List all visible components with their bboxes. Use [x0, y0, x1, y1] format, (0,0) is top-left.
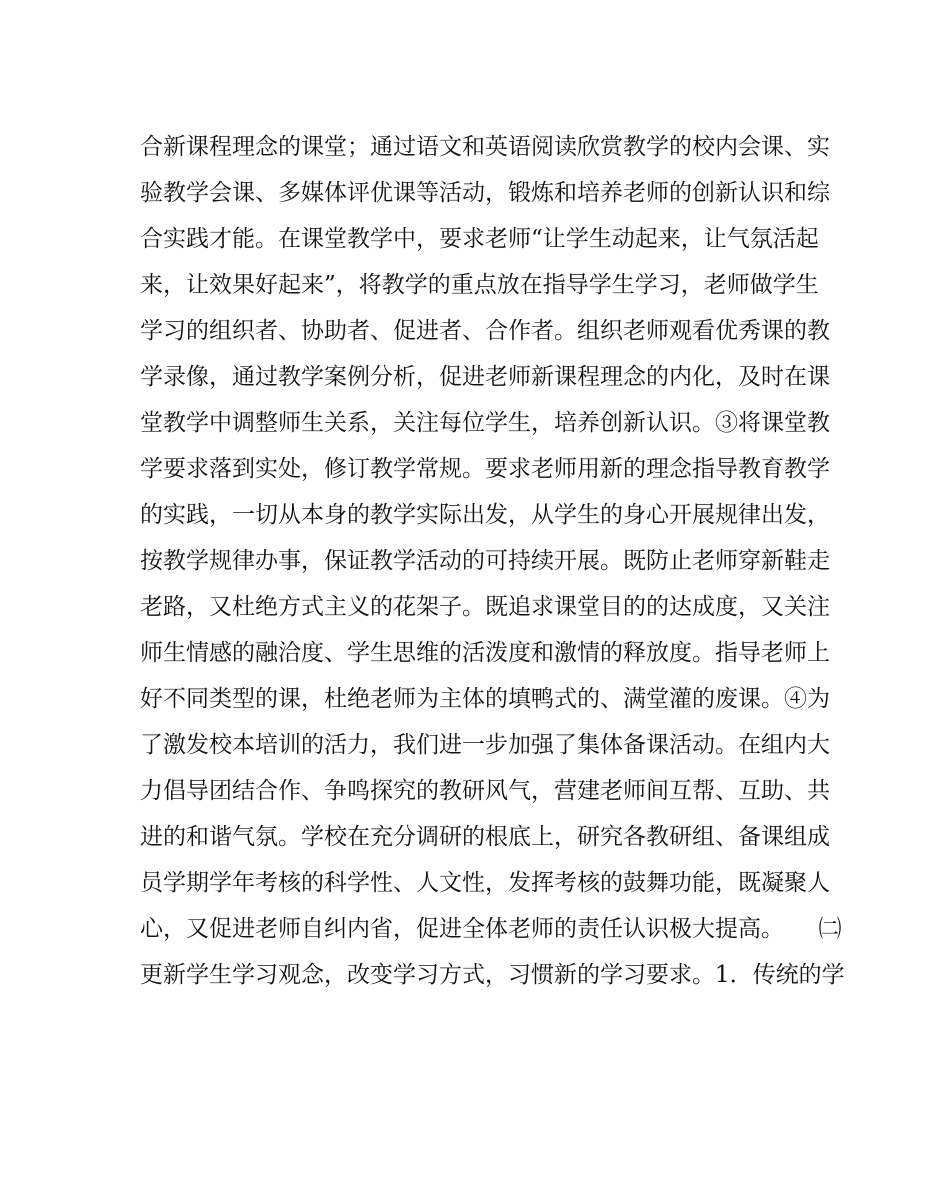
text-line: 好不同类型的课，杜绝老师为主体的填鸭式的、满堂灌的废课。④为: [140, 686, 830, 712]
text-line: 合实践才能。在课堂教学中，要求老师“让学生动起来，让气氛活起: [140, 226, 819, 252]
text-line: 的实践，一切从本身的教学实际出发，从学生的身心开展规律出发，: [140, 502, 830, 528]
text-line: 堂教学中调整师生关系，关注每位学生，培养创新认识。③将课堂教: [140, 410, 830, 436]
text-line: 更新学生学习观念，改变学习方式，习惯新的学习要求。1．传统的学: [140, 962, 845, 988]
text-line: 学要求落到实处，修订教学常规。要求老师用新的理念指导教育教学: [140, 456, 830, 482]
text-line: 进的和谐气氛。学校在充分调研的根底上，研究各教研组、备课组成: [140, 824, 830, 850]
text-line: 力倡导团结合作、争鸣探究的教研风气，营建老师间互帮、互助、共: [140, 778, 830, 804]
text-line: 验教学会课、多媒体评优课等活动，锻炼和培养老师的创新认识和综: [140, 180, 830, 206]
text-line: 老路，又杜绝方式主义的花架子。既追求课堂目的的达成度，又关注: [140, 594, 830, 620]
text-line: 员学期学年考核的科学性、人文性，发挥考核的鼓舞功能，既凝聚人: [140, 870, 830, 896]
text-line: 合新课程理念的课堂；通过语文和英语阅读欣赏教学的校内会课、实: [140, 134, 830, 160]
text-line: 学习的组织者、协助者、促进者、合作者。组织老师观看优秀课的教: [140, 318, 830, 344]
body-text: [140, 124, 845, 998]
text-line: 师生情感的融洽度、学生思维的活泼度和激情的释放度。指导老师上: [140, 640, 830, 666]
text-line: 按教学规律办事，保证教学活动的可持续开展。既防止老师穿新鞋走: [140, 548, 830, 574]
text-line: 来，让效果好起来”，将教学的重点放在指导学生学习，老师做学生: [140, 272, 819, 298]
text-line: 了激发校本培训的活力，我们进一步加强了集体备课活动。在组内大: [140, 732, 830, 758]
text-line: 学录像，通过教学案例分析，促进老师新课程理念的内化，及时在课: [140, 364, 830, 390]
text-line: 心，又促进老师自纠内省，促进全体老师的责任认识极大提高。 ㈡: [140, 916, 842, 942]
